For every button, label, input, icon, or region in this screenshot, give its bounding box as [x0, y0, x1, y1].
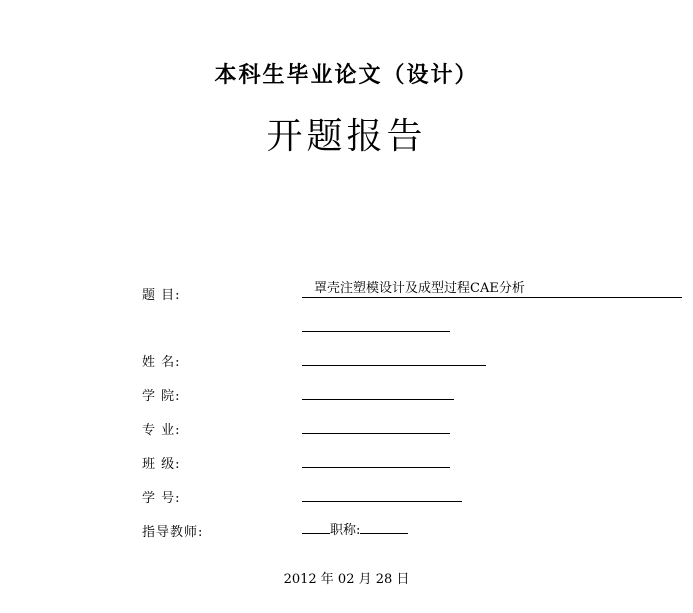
- college-field-line: [302, 383, 454, 400]
- college-label: 学 院:: [142, 389, 181, 404]
- name-field-line: [302, 349, 486, 366]
- document-date: 2012 年 02 月 28 日: [283, 572, 410, 587]
- class-label: 班 级:: [142, 457, 181, 472]
- student-id-field-line: [302, 485, 462, 502]
- document-title: 开题报告: [266, 116, 427, 157]
- advisor-name-line: [302, 519, 330, 534]
- name-label: 姓 名:: [142, 355, 181, 370]
- advisor-label: 指导教师:: [142, 525, 204, 540]
- topic-value: 罩壳注塑模设计及成型过程CAE分析: [302, 281, 682, 298]
- advisor-title-label: 职称:: [330, 523, 361, 538]
- major-field-line: [302, 417, 450, 434]
- major-label: 专 业:: [142, 423, 181, 438]
- class-field-line: [302, 451, 450, 468]
- topic-continuation-line: [302, 315, 450, 332]
- document-subtitle: 本科生毕业论文（设计）: [214, 62, 479, 88]
- advisor-title-line: [360, 519, 408, 534]
- topic-label: 题 目:: [142, 288, 181, 303]
- advisor-field: [302, 519, 408, 538]
- student-id-label: 学 号:: [142, 491, 181, 506]
